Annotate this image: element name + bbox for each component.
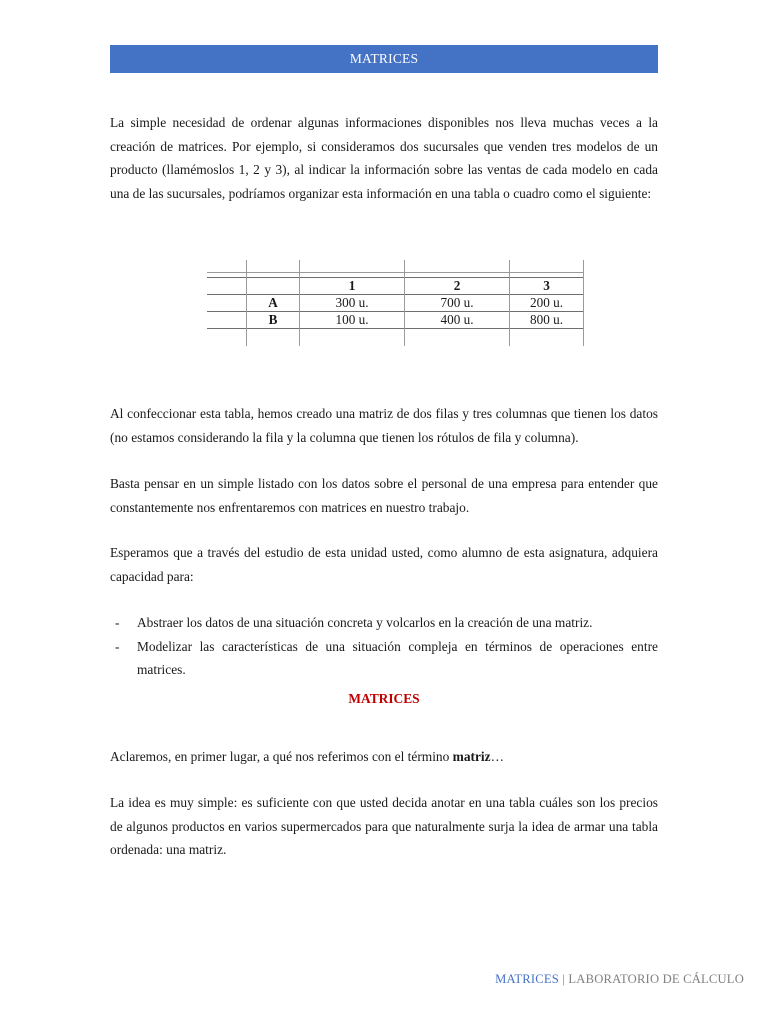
table-cell: 800 u. xyxy=(530,312,563,327)
objectives-paragraph: Esperamos que a través del estudio de esta unidad usted, como alumno de esta asignatura, adquiera capacidad para: xyxy=(110,545,658,584)
clarify-text: Aclaremos, en primer lugar, a qué nos referimos con el término xyxy=(110,749,453,764)
list-item xyxy=(110,635,658,682)
matrix-term: matriz xyxy=(452,749,491,764)
personnel-paragraph: Basta pensar en un simple listado con los datos sobre el personal de una empresa para entender que constantemente nos enfrentaremos con matrices en nuestro trabajo. xyxy=(110,476,658,515)
table-cell: 700 u. xyxy=(440,295,474,310)
list-item-text: Abstraer los datos de una situación concreta y volcarlos en la creación de una matriz. xyxy=(137,615,593,630)
clarify-paragraph xyxy=(110,745,658,769)
ellipsis: … xyxy=(490,749,504,764)
table-cell: 200 u. xyxy=(530,295,563,310)
matrix-description-paragraph: Al confeccionar esta tabla, hemos creado una matriz de dos filas y tres columnas que tienen los datos (no estamos considerando la fila y la columna que tienen los rótulos de fila y columna). xyxy=(110,406,658,445)
row-label: B xyxy=(268,312,278,327)
list-dash: - xyxy=(115,638,120,654)
footer-course: LABORATORIO DE CÁLCULO xyxy=(568,972,744,986)
grid-line xyxy=(207,272,584,273)
section-heading: MATRICES xyxy=(348,691,420,706)
column-header: 2 xyxy=(453,278,461,293)
sales-table xyxy=(207,260,587,346)
page-footer xyxy=(495,972,744,987)
idea-paragraph: La idea es muy simple: es suficiente con que usted decida anotar en una tabla cuáles son los precios de algunos productos en varios supermercados para que naturalmente surja la idea de armar una tabla ordenada: una matriz. xyxy=(110,795,658,857)
intro-paragraph: La simple necesidad de ordenar algunas informaciones disponibles nos lleva muchas veces a la creación de matrices. Por ejemplo, si consideramos dos sucursales que venden tres modelos de un producto (llamémoslos 1, 2 y 3), al indicar la información sobre las ventas de cada modelo en cada una de las sucursales, podríamos organizar esta información en una tabla o cuadro como el siguiente: xyxy=(110,115,658,201)
table-cell: 400 u. xyxy=(440,312,474,327)
objectives-list xyxy=(110,611,658,682)
list-dash: - xyxy=(115,615,120,630)
list-item xyxy=(110,611,658,635)
footer-separator: | xyxy=(558,972,569,986)
title-banner: MATRICES xyxy=(110,45,658,73)
grid-line xyxy=(207,328,584,329)
grid-line xyxy=(583,260,584,346)
table-cell: 300 u. xyxy=(335,295,369,310)
column-header: 1 xyxy=(348,278,356,293)
column-header: 3 xyxy=(543,278,550,293)
list-item-text: Modelizar las características de una situación compleja en términos de operaciones entre matrices. xyxy=(137,638,658,677)
footer-section: MATRICES xyxy=(495,972,559,986)
table-cell: 100 u. xyxy=(335,312,369,327)
row-label: A xyxy=(268,295,278,310)
